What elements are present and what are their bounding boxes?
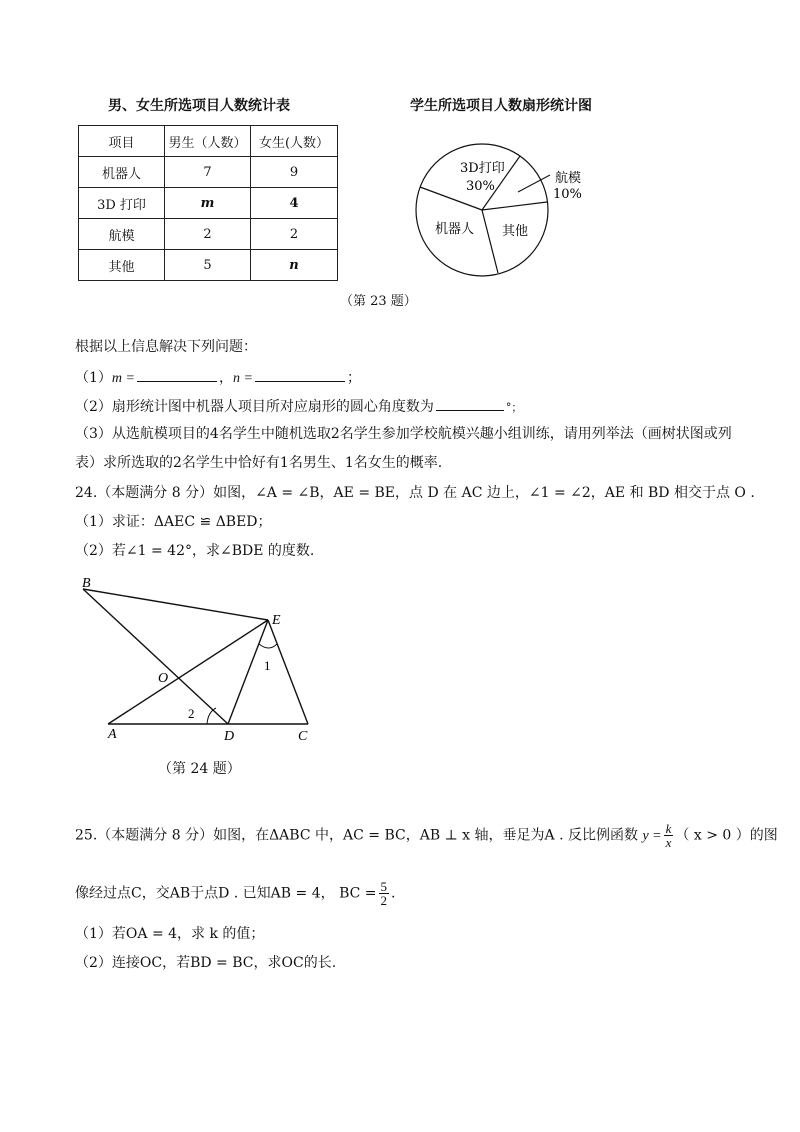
frac-numerator: 5 [380,879,388,894]
q24-part1: （1）求证：ΔAEC ≌ ΔBED； [75,514,272,530]
figure-caption-24: （第 24 题） [158,761,241,777]
point-label-o: O [158,671,169,686]
angle-arc-2 [207,708,216,724]
q23-intro: 根据以上信息解决下列问题： [75,339,257,355]
q24-part2: （2）若∠1 = 42°，求∠BDE 的度数. [75,543,315,559]
q23-part3-line2: 表）求所选取的2名学生中恰好有1名男生、1名女生的概率. [75,455,443,471]
table-cell: n [251,250,338,281]
pie-percent-3d: 30% [466,179,495,194]
table-cell: 机器人 [79,157,165,188]
frac-numerator: k [665,821,672,836]
answer-blank-n[interactable] [255,367,345,382]
answer-blank-angle[interactable] [436,396,504,411]
pie-divider [482,202,547,210]
fraction-5-over-2 [379,880,390,907]
n-label: n = [232,371,253,386]
table-cell: 2 [251,219,338,250]
angle-arc-1 [259,644,277,648]
m-label: m = [111,371,135,386]
part-end: ； [346,370,361,386]
table-cell: m [165,188,251,219]
q25-part1: （1）若OA = 4，求 k 的值； [75,926,265,942]
point-label-c: C [298,729,308,744]
table-cell: 其他 [79,250,165,281]
table-row [79,219,338,250]
q25-text: 像经过点C，交AB于点D . 已知AB = 4， BC = [75,885,377,902]
part-label: （1） [75,370,112,386]
pie-label-hangmo: 航模 [555,171,582,186]
segment-de [228,620,268,724]
angle-label-2: 2 [188,706,195,721]
q24-stem: 24.（本题满分 8 分）如图，∠A = ∠B，AE = BE，点 D 在 AC 边上，∠1 = ∠2，AE 和 BD 相交于点 O . [75,485,755,501]
fraction-k-over-x [664,822,674,849]
answer-blank-m[interactable] [137,367,217,382]
angle-label-1: 1 [264,658,271,673]
q25-text-end: （ x > 0 ）的图 [675,827,778,844]
q23-part3-line1: （3）从选航模项目的4名学生中随机选取2名学生参加学校航模兴趣小组训练，请用列举法（画树状图或列 [75,426,732,442]
frac-denominator: x [665,835,672,850]
q25-stem-line1 [75,822,778,849]
pie-label-3d: 3D打印 [460,161,505,176]
table-row [79,250,338,281]
point-label-e: E [272,613,281,628]
q25-stem-line2 [75,880,395,907]
point-label-d: D [224,729,235,744]
table-cell: 4 [251,188,338,219]
table-cell: 7 [165,157,251,188]
table-row [79,188,338,219]
q23-part2 [75,396,522,417]
table-header-cell: 男生（人数） [165,126,251,157]
part-end: °； [505,401,523,414]
table-cell: 5 [165,250,251,281]
table-cell: 2 [165,219,251,250]
q23-part1 [75,367,361,388]
func-y: y = [642,828,662,844]
q25-text: 25.（本题满分 8 分）如图，在ΔABC 中，AC = BC，AB ⊥ x 轴，垂足为A . 反比例函数 [75,827,638,844]
separator: ， [218,370,233,386]
q24-figure [70,572,330,752]
q25-text-end: . [391,885,396,902]
point-label-b: B [82,576,91,591]
pie-percent-hangmo: 10% [553,187,582,202]
stat-table [78,125,338,281]
table-title: 男、女生所选项目人数统计表 [108,98,290,114]
pie-label-robot: 机器人 [435,222,475,237]
figure-caption-23: （第 23 题） [340,294,417,309]
table-row [79,157,338,188]
q25-part2: （2）连接OC，若BD = BC，求OC的长. [75,955,337,971]
segment-ec [268,620,308,724]
chart-title: 学生所选项目人数扇形统计图 [410,98,592,114]
table-header-cell: 项目 [79,126,165,157]
pie-divider [482,210,498,273]
pie-chart [400,120,590,290]
pie-label-other: 其他 [502,224,529,239]
frac-denominator: 2 [380,893,388,908]
point-label-a: A [108,727,117,742]
part-text: （2）扇形统计图中机器人项目所对应扇形的圆心角度数为 [75,399,434,415]
table-cell: 航模 [79,219,165,250]
table-header-cell: 女生(人数） [251,126,338,157]
table-header-row [79,126,338,157]
table-cell: 9 [251,157,338,188]
table-cell: 3D 打印 [79,188,165,219]
